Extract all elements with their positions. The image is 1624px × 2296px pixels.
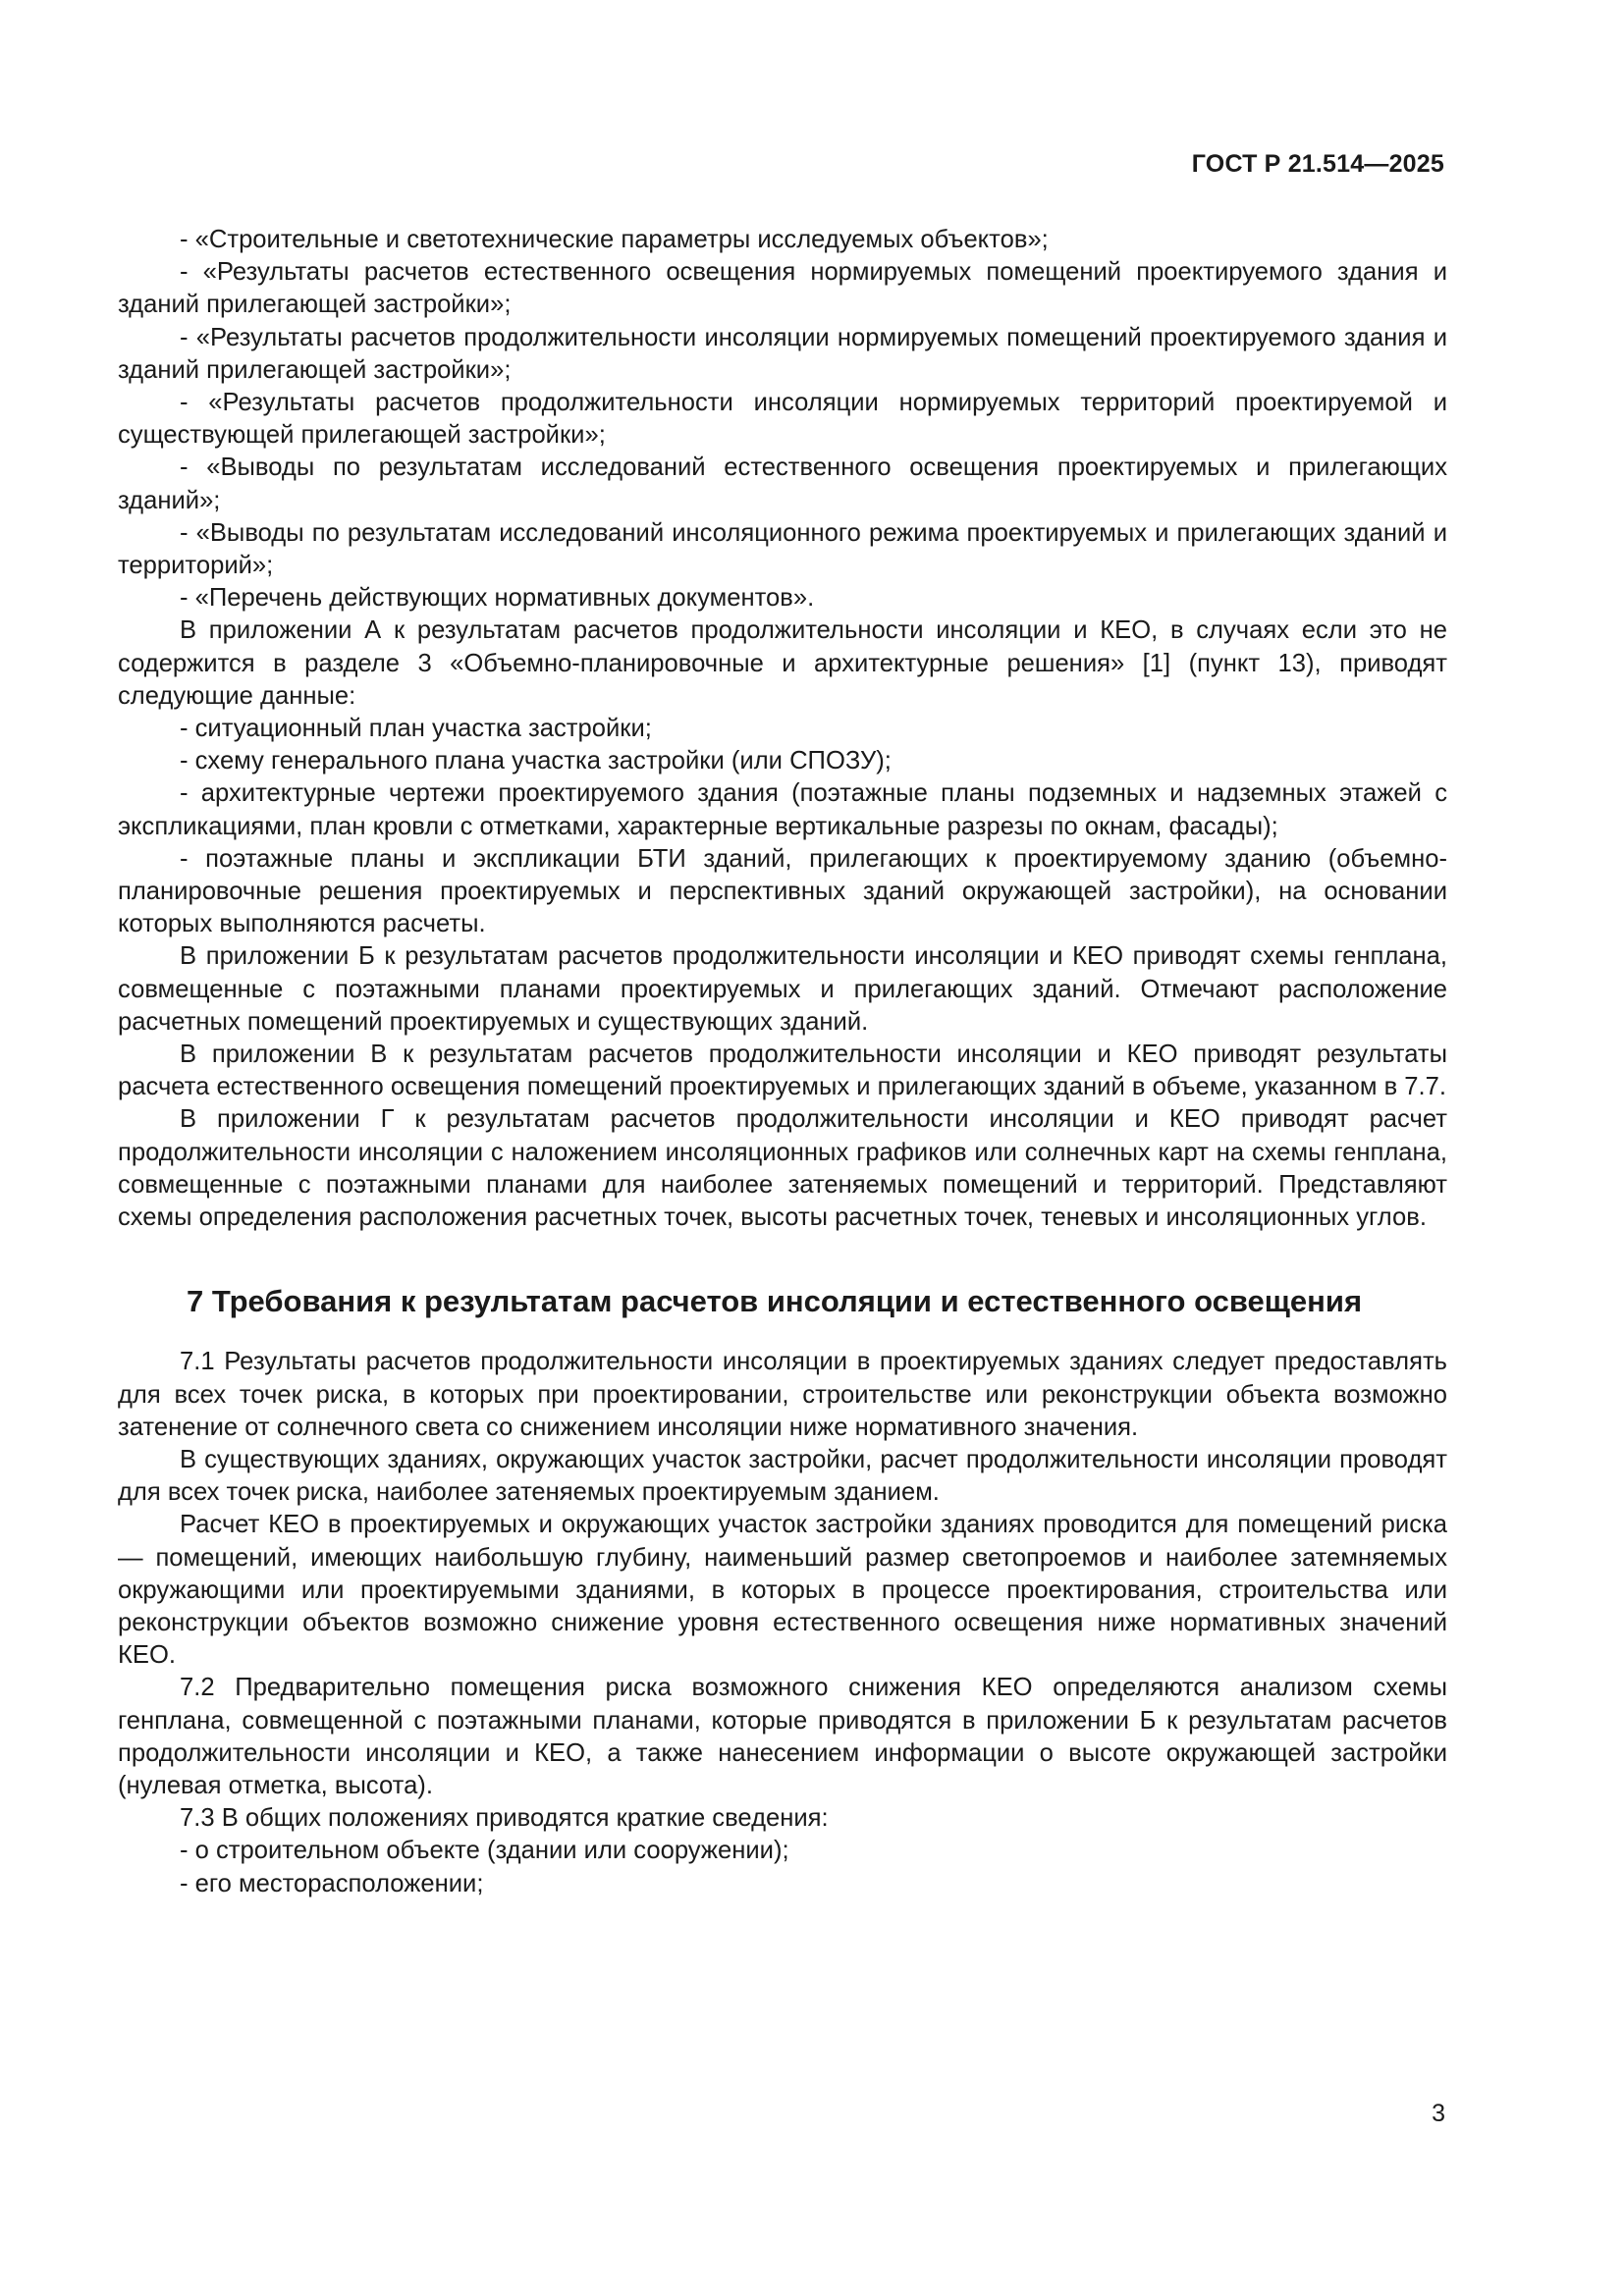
paragraph-appendix-b: В приложении Б к результатам расчетов продолжительности инсоляции и КЕО приводят схемы генплана, совмещенные с поэтажными планами проектируемых и прилегающих зданий. Отмечают расположение расчетных помещений проектируемых и существующих зданий. <box>118 942 1447 1036</box>
list-item: - его месторасположении; <box>180 1869 484 1897</box>
section-heading: 7 Требования к результатам расчетов инсоляции и естественного освещения <box>187 1284 1363 1319</box>
list-item: - схему генерального плана участка застройки (или СПОЗУ); <box>180 747 892 775</box>
list-item: - «Выводы по результатам исследований инсоляционного режима проектируемых и прилегающих зданий и территорий»; <box>118 518 1447 580</box>
page-number: 3 <box>1432 2100 1445 2127</box>
paragraph-appendix-g: В приложении Г к результатам расчетов продолжительности инсоляции и КЕО приводят расчет продолжительности инсоляции с наложением инсоляционных графиков или солнечных карт на схемы генплана, совмещенные с поэтажными планами для наиболее затеняемых помещений и территорий. Представляют схемы определения расположения расчетных точек, высоты расчетных точек, теневых и инсоляционных углов. <box>118 1105 1447 1232</box>
document-body <box>118 224 1447 1900</box>
list-item: - «Результаты расчетов естественного освещения нормируемых помещений проектируемого здания и зданий прилегающей застройки»; <box>118 258 1447 319</box>
list-item: - ситуационный план участка застройки; <box>180 715 652 743</box>
list-item: - «Результаты расчетов продолжительности инсоляции нормируемых помещений проектируемого здания и зданий прилегающей застройки»; <box>118 323 1447 384</box>
paragraph-appendix-a: В приложении А к результатам расчетов продолжительности инсоляции и КЕО, в случаях если это не содержится в разделе 3 «Объемно-планировочные и архитектурные решения» [1] (пункт 13), приводят следующие данные: <box>118 616 1447 710</box>
list-item: - «Выводы по результатам исследований естественного освещения проектируемых и прилегающих зданий»; <box>118 454 1447 514</box>
paragraph-7-2: 7.2 Предварительно помещения риска возможного снижения КЕО определяются анализом схемы генплана, совмещенной с поэтажными планами, которые приводятся в приложении Б к результатам расчетов продолжительности инсоляции и КЕО, а также нанесением информации о высоте окружающей застройки (нулевая отметка, высота). <box>118 1674 1447 1799</box>
paragraph-appendix-v: В приложении В к результатам расчетов продолжительности инсоляции и КЕО приводят результаты расчета естественного освещения помещений проектируемых и прилегающих зданий в объеме, указанном в 7.7. <box>118 1041 1447 1101</box>
list-item: - «Результаты расчетов продолжительности инсоляции нормируемых территорий проектируемой и существующей прилегающей застройки»; <box>118 389 1447 450</box>
list-item: - архитектурные чертежи проектируемого здания (поэтажные планы подземных и надземных этажей с экспликациями, план кровли с отметками, характерные вертикальные разрезы по окнам, фасады); <box>118 779 1447 840</box>
list-item: - «Строительные и светотехнические параметры исследуемых объектов»; <box>180 226 1049 253</box>
list-item: - поэтажные планы и экспликации БТИ зданий, прилегающих к проектируемому зданию (объемно-планировочные решения проектируемых и перспективных зданий окружающей застройки), на основании которых выполняются расчеты. <box>118 844 1447 938</box>
list-item: - «Перечень действующих нормативных документов». <box>180 584 815 613</box>
paragraph-existing-buildings: В существующих зданиях, окружающих участок застройки, расчет продолжительности инсоляции проводят для всех точек риска, наиболее затеняемых проектируемым зданием. <box>118 1445 1447 1507</box>
paragraph-7-3: 7.3 В общих положениях приводятся краткие сведения: <box>180 1804 829 1833</box>
paragraph-keo: Расчет КЕО в проектируемых и окружающих участок застройки зданиях проводится для помещений риска — помещений, имеющих наибольшую глубину, наименьший размер светопроемов и наиболее затемняемых окружающими или проектируемыми зданиями, в которых в процессе проектирования, строительства или реконструкции объектов возможно снижение уровня естественного освещения ниже нормативных значений КЕО. <box>118 1511 1447 1670</box>
list-item: - о строительном объекте (здании или сооружении); <box>180 1837 789 1865</box>
paragraph-7-1: 7.1 Результаты расчетов продолжительности инсоляции в проектируемых зданиях следует предоставлять для всех точек риска, в которых при проектировании, строительстве или реконструкции объекта возможно затенение от солнечного света со снижением инсоляции ниже нормативного значения. <box>118 1348 1447 1441</box>
document-code: ГОСТ Р 21.514—2025 <box>1191 150 1444 178</box>
